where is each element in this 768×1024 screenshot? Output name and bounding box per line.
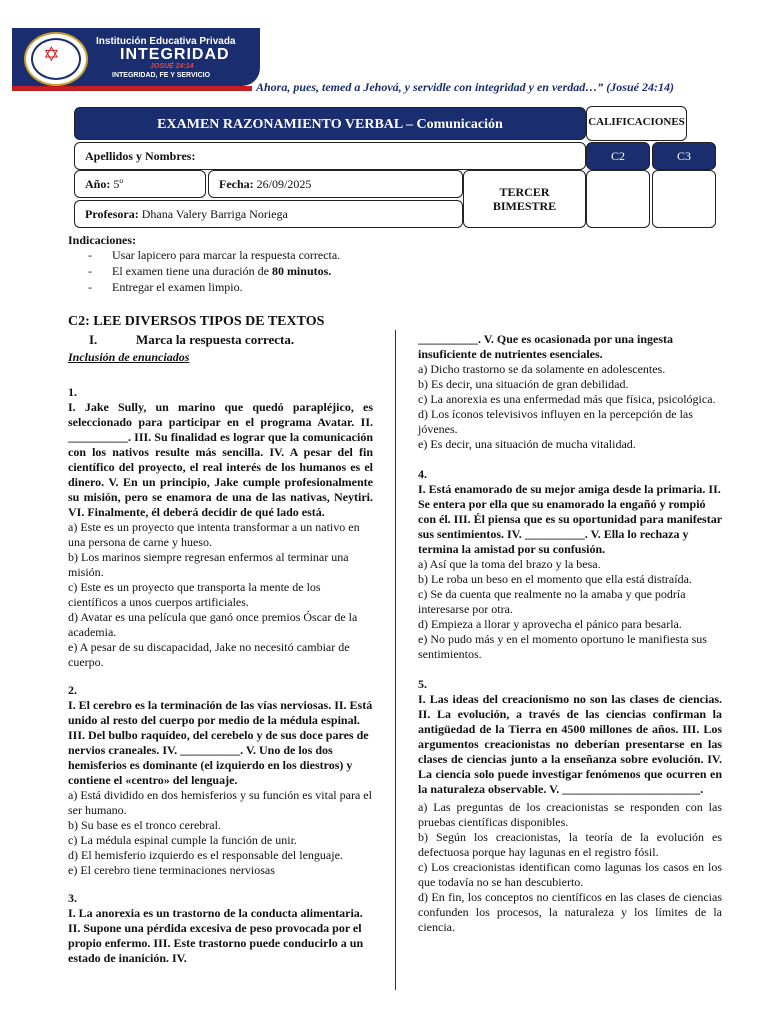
term-line-1: TERCER [499, 185, 550, 199]
school-seal-icon: ✡ [24, 32, 88, 86]
logo-institution-type: Institución Educativa Privada [96, 36, 236, 47]
indication-item: - El examen tiene una duración de 80 minutos. [88, 264, 332, 278]
answer-option[interactable]: b) Su base es el tronco cerebral. [68, 818, 221, 832]
answer-option[interactable]: a) Dicho trastorno se da solamente en adolescentes. [418, 362, 666, 376]
answer-option[interactable]: c) La médula espinal cumple la función de unir. [68, 833, 297, 847]
answer-option[interactable]: e) A pesar de su discapacidad, Jake no necesitó cambiar de cuerpo. [68, 640, 350, 669]
year-field [74, 170, 206, 198]
student-name-field[interactable]: Apellidos y Nombres: [74, 142, 586, 170]
section-heading: C2: LEE DIVERSOS TIPOS DE TEXTOS [68, 314, 325, 329]
question-stem: I. La anorexia es un trastorno de la conducta alimentaria. II. Supone una pérdida excesiva de peso provocada por el propio enfermo. III. Este trastorno puede conducirlo a un estado de inanición. IV. [68, 906, 364, 965]
answer-option[interactable]: a) Este es un proyecto que intenta transformar a un nativo en una persona de carne y hueso. [68, 520, 360, 549]
exam-title: EXAMEN RAZONAMIENTO VERBAL – Comunicación [74, 107, 586, 140]
answer-option[interactable]: d) En fin, los conceptos no científicos en las clases de ciencias confunden los procesos, la naturaleza y los límites de la ciencia. [418, 890, 722, 934]
answer-option[interactable]: b) Los marinos siempre regresan enfermos al terminar una misión. [68, 550, 349, 579]
answer-option[interactable]: b) Es decir, una situación de gran debilidad. [418, 377, 629, 391]
indication-item: - Entregar el examen limpio. [88, 280, 243, 294]
question-stem: I. El cerebro es la terminación de las vías nerviosas. II. Está unido al resto del cuerpo por medio de la médula espinal. III. Del bulbo raquídeo, del cerebelo y de sus doce pares de nervios craneales. IV. __________. V. Uno de los dos hemisferios es dominante (el izquierdo en los diestros) y contiene el «centro» del lenguaje. [68, 698, 373, 787]
answer-option[interactable]: a) Así que la toma del brazo y la besa. [418, 557, 601, 571]
answer-option[interactable]: d) El hemisferio izquierdo es el responsable del lenguaje. [68, 848, 343, 862]
question-stem: I. Está enamorado de su mejor amiga desde la primaria. II. Se entera por ella que su enamorado la engañó y rompió con él. III. Él piensa que es su oportunidad para manifestar sus sentimientos. IV. __________. V. Ella lo rechaza y termina la amistad por su confusión. [418, 482, 722, 556]
left-column [68, 314, 373, 966]
section-subtitle: Inclusión de enunciados [68, 350, 190, 364]
column-divider [395, 330, 396, 990]
answer-option[interactable]: b) Según los creacionistas, la teoría de la evolución es defectuosa porque hay lagunas en el registro fósil. [418, 830, 722, 859]
grade-c2-label: C2 [586, 142, 650, 170]
question-number: 2. [68, 683, 77, 697]
date-value: 26/09/2025 [256, 177, 312, 191]
grades-header: CALIFICACIONES [586, 106, 687, 141]
grade-c2-cell[interactable] [586, 170, 650, 228]
answer-option[interactable]: b) Le roba un beso en el momento que ella está distraída. [418, 572, 692, 586]
right-column [418, 332, 722, 935]
question-number: 3. [68, 891, 77, 905]
indications-title: Indicaciones: [68, 233, 137, 247]
question-stem: I. Jake Sully, un marino que quedó parapléjico, es seleccionado para participar en el programa Avatar. II. __________. III. Su finalidad es lograr que la comunicación con los nativos resulte más sencilla. IV. A pesar del fin científico del proyecto, el real interés de los humanos es el dinero. V. En un principio, Jake cumple profesionalmente su misión, pero se enamora de una de las nativas, Neytiri. VI. Finalmente, él deberá decidir de qué lado está. [68, 400, 373, 519]
indication-item: - Usar lapicero para marcar la respuesta correcta. [88, 248, 341, 262]
section-instruction: I. Marca la respuesta correcta. [89, 332, 295, 347]
answer-option[interactable]: e) Es decir, una situación de mucha vitalidad. [418, 437, 636, 451]
year-label: Año: [85, 177, 111, 191]
logo-school-name: INTEGRIDAD [120, 46, 230, 63]
motto-verse: Ahora, pues, temed a Jehová, y servidle con integridad y en verdad…” (Josué 24:14) [256, 80, 674, 94]
answer-option[interactable]: c) Los creacionistas identifican como lagunas los casos en los que todavía no se han descubierto. [418, 860, 722, 889]
year-value: 5º [113, 177, 124, 191]
date-field [208, 170, 463, 198]
answer-option[interactable]: c) La anorexia es una enfermedad más que física, psicológica. [418, 392, 716, 406]
grade-c3-cell[interactable] [652, 170, 716, 228]
answer-option[interactable]: a) Las preguntas de los creacionistas se responden con las pruebas científicas disponibles. [418, 800, 722, 829]
question-stem: I. Las ideas del creacionismo no son las clases de ciencias. II. La evolución, a través de las ciencias confirman la antigüedad de la Tierra en 4500 millones de años. III. Los argumentos creacionistas no deberían presentarse en las clases de ciencias junto a la enseñanza sobre evolución. IV. La ciencia solo puede investigar fenómenos que ocurren en la naturaleza observable. V. _______________________. [418, 692, 722, 796]
answer-option[interactable]: e) El cerebro tiene terminaciones nerviosas [68, 863, 275, 877]
grade-c3-label: C3 [652, 142, 716, 170]
answer-option[interactable]: e) No pudo más y en el momento oportuno le manifiesta sus sentimientos. [418, 632, 707, 661]
question-number: 1. [68, 385, 77, 399]
answer-option[interactable]: c) Este es un proyecto que transporta la mente de los científicos a unos cuerpos artificiales. [68, 580, 321, 609]
question-number: 5. [418, 677, 427, 691]
answer-option[interactable]: d) Los íconos televisivos influyen en la percepción de las jóvenes. [418, 407, 693, 436]
logo-verse: JOSUÉ 24:14 [150, 63, 194, 70]
logo-values: INTEGRIDAD, FE Y SERVICIO [112, 72, 211, 79]
term-box [463, 170, 586, 228]
teacher-field [74, 200, 463, 228]
date-label: Fecha: [219, 177, 254, 191]
question-number: 4. [418, 467, 427, 481]
answer-option[interactable]: d) Empieza a llorar y aprovecha el pánico para besarla. [418, 617, 682, 631]
answer-option[interactable]: a) Está dividido en dos hemisferios y su función es vital para el ser humano. [68, 788, 372, 817]
question-stem-continued: __________. V. Que es ocasionada por una ingesta insuficiente de nutrientes esenciales. [418, 332, 674, 361]
indications-list [88, 247, 340, 295]
answer-option[interactable]: c) Se da cuenta que realmente no la amaba y que podría interesarse por otra. [418, 587, 686, 616]
term-line-2: BIMESTRE [492, 199, 557, 213]
teacher-label: Profesora: [85, 207, 139, 221]
teacher-value: Dhana Valery Barriga Noriega [141, 207, 288, 221]
answer-option[interactable]: d) Avatar es una película que ganó once premios Óscar de la academia. [68, 610, 358, 639]
